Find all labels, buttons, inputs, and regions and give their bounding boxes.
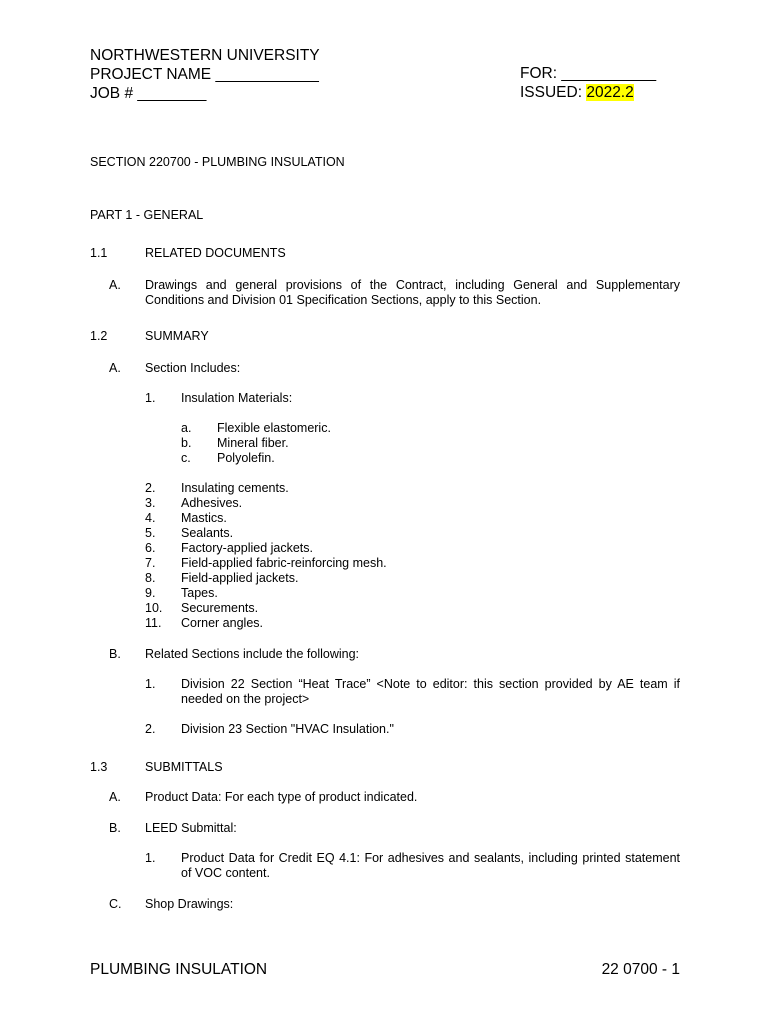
section-title: SECTION 220700 - PLUMBING INSULATION [90,155,345,169]
item-text: Division 22 Section “Heat Trace” <Note to editor: this section provided by AE team if needed on the project> [181,677,680,706]
issued-field [520,83,656,102]
item-number: 10. [145,601,163,615]
paragraph-label: A. [109,790,121,804]
item-text: Sealants. [181,526,234,540]
subitem-label: c. [181,451,191,465]
paragraph-text: Shop Drawings: [145,897,234,911]
item-text: Factory-applied jackets. [181,541,314,555]
item-text: Field-applied jackets. [181,571,299,585]
subitem-label: a. [181,421,192,435]
item-number: 1. [145,677,156,691]
paragraph-label: B. [109,821,121,835]
item-number: 9. [145,586,156,600]
item-text: Securements. [181,601,259,615]
project-name: PROJECT NAME ____________ [90,66,319,83]
job-number: JOB # ________ [90,85,207,102]
item-number: 5. [145,526,156,540]
article-title: RELATED DOCUMENTS [145,246,286,260]
item-number: 8. [145,571,156,585]
university-name: NORTHWESTERN UNIVERSITY [90,47,320,64]
subitem-text: Polyolefin. [217,451,275,465]
item-number: 11. [145,616,162,630]
subitem-text: Mineral fiber. [217,436,289,450]
header-left [90,46,320,103]
issued-value: 2022.2 [586,84,634,101]
item-text: Insulating cements. [181,481,289,495]
item-number: 2. [145,481,156,495]
paragraph-label: B. [109,647,121,661]
paragraph-label: C. [109,897,122,911]
item-number: 6. [145,541,156,555]
item-number: 2. [145,722,156,736]
item-text: Corner angles. [181,616,263,630]
paragraph-text: Product Data: For each type of product indicated. [145,790,418,804]
article-number: 1.1 [90,246,108,260]
item-number: 1. [145,851,156,865]
subitem-text: Flexible elastomeric. [217,421,331,435]
item-text: Product Data for Credit EQ 4.1: For adhesives and sealants, including printed statement of VOC content. [181,851,680,880]
article-number: 1.2 [90,329,108,343]
item-number: 1. [145,391,156,405]
item-text: Adhesives. [181,496,243,510]
paragraph-text: Related Sections include the following: [145,647,360,661]
item-text: Insulation Materials: [181,391,293,405]
item-text: Tapes. [181,586,218,600]
item-text: Field-applied fabric-reinforcing mesh. [181,556,387,570]
paragraph-label: A. [109,361,121,375]
item-number: 7. [145,556,156,570]
footer-title: PLUMBING INSULATION [90,961,268,978]
paragraph-text: Section Includes: [145,361,241,375]
issued-label: ISSUED: [520,84,587,101]
item-text: Mastics. [181,511,227,525]
item-number: 4. [145,511,156,525]
header-right [520,64,656,102]
part-heading: PART 1 - GENERAL [90,208,204,222]
article-title: SUMMARY [145,329,209,343]
for-field: FOR: ___________ [520,65,657,82]
paragraph-label: A. [109,278,121,292]
item-number: 3. [145,496,156,510]
subitem-label: b. [181,436,192,450]
item-text: Division 23 Section "HVAC Insulation." [181,722,394,736]
article-title: SUBMITTALS [145,760,223,774]
paragraph-text: LEED Submittal: [145,821,237,835]
paragraph-text: Drawings and general provisions of the Contract, including General and Supplementary Conditions and Division 01 Specification Sections, apply to this Section. [145,278,680,307]
page-number: 22 0700 - 1 [601,961,680,978]
article-number: 1.3 [90,760,108,774]
